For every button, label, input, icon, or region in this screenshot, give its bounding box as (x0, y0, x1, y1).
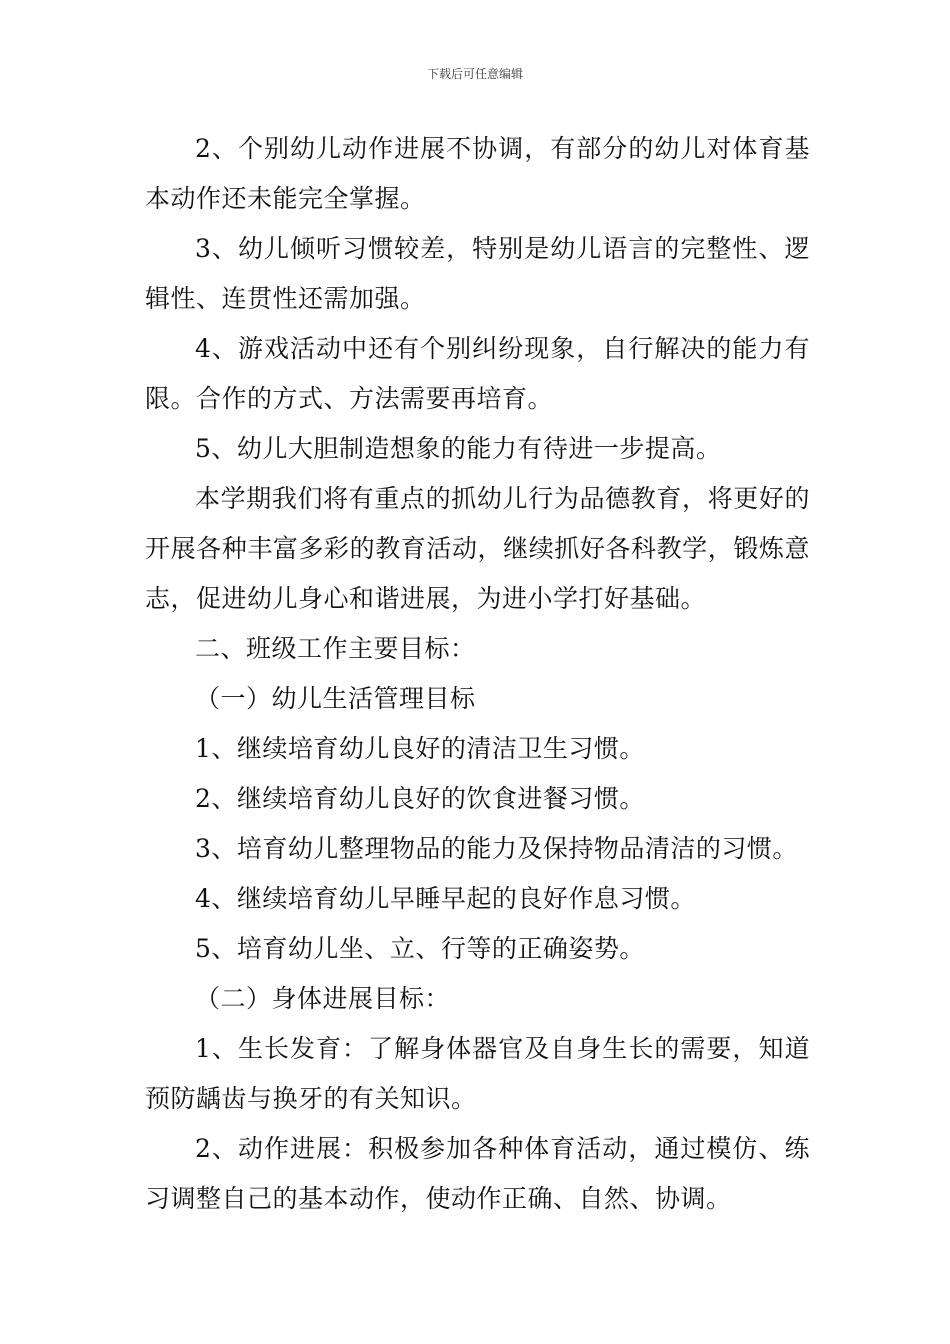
document-body (145, 124, 810, 1224)
list-item: 2、动作进展：积极参加各种体育活动，通过模仿、练习调整自己的基本动作，使动作正确、自然、协调。 (145, 1134, 810, 1213)
section-heading: 二、班级工作主要目标： (195, 634, 476, 663)
list-item: 3、培育幼儿整理物品的能力及保持物品清洁的习惯。 (195, 834, 798, 863)
paragraph: 5、幼儿大胆制造想象的能力有待进一步提高。 (195, 434, 722, 463)
paragraph: 2、个别幼儿动作进展不协调，有部分的幼儿对体育基本动作还未能完全掌握。 (145, 134, 810, 213)
list-item: 1、继续培育幼儿良好的清洁卫生习惯。 (195, 734, 645, 763)
page-header-note: 下载后可任意编辑 (426, 67, 523, 81)
paragraph: 本学期我们将有重点的抓幼儿行为品德教育，将更好的开展各种丰富多彩的教育活动，继续抓好各科教学，锻炼意志，促进幼儿身心和谐进展，为进小学打好基础。 (145, 484, 810, 613)
subsection-heading: （二）身体进展目标： (195, 984, 451, 1013)
subsection-heading: （一）幼儿生活管理目标 (195, 684, 476, 713)
list-item: 5、培育幼儿坐、立、行等的正确姿势。 (195, 934, 645, 963)
paragraph: 4、游戏活动中还有个别纠纷现象，自行解决的能力有限。合作的方式、方法需要再培育。 (145, 334, 810, 413)
list-item: 2、继续培育幼儿良好的饮食进餐习惯。 (195, 784, 645, 813)
list-item: 1、生长发育：了解身体器官及自身生长的需要，知道预防龋齿与换牙的有关知识。 (145, 1034, 810, 1113)
list-item: 4、继续培育幼儿早睡早起的良好作息习惯。 (195, 884, 696, 913)
paragraph: 3、幼儿倾听习惯较差，特别是幼儿语言的完整性、逻辑性、连贯性还需加强。 (145, 234, 810, 313)
